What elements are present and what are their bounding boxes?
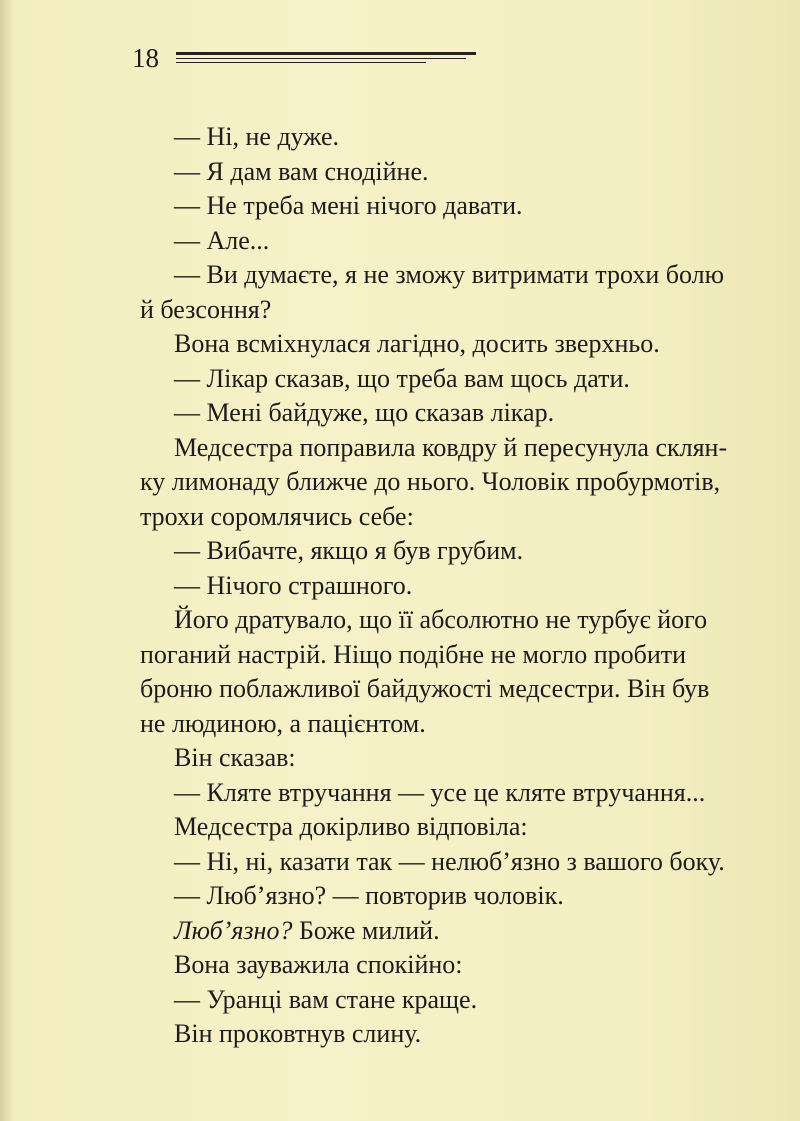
text-line: ку лимонаду ближче до нього. Чоловік пробурмотів,: [140, 467, 721, 496]
text-line: броню поблажливої байдужості медсестри. Він був: [140, 674, 710, 703]
text-line: — Нічого страшного.: [174, 570, 413, 600]
text-line: — Вибачте, якщо я був грубим.: [174, 536, 524, 565]
text-line-mixed: [140, 914, 780, 949]
text-line: поганий настрій. Ніщо подібне не могло пробити: [140, 639, 687, 669]
page-header: [132, 40, 492, 76]
text-line: — Уранці вам стане краще.: [174, 984, 478, 1014]
text-line: — Не треба мені нічого давати.: [174, 191, 523, 220]
text-line: й безсоння?: [140, 294, 272, 324]
italic-phrase: Люб’язно?: [174, 915, 293, 945]
text-fragment: Боже милий.: [292, 915, 440, 945]
header-rule: [176, 52, 476, 63]
text-line: — Але...: [174, 225, 270, 255]
text-line: Його дратувало, що її абсолютно не турбує його: [174, 605, 708, 634]
text-line: Медсестра докірливо відповіла:: [174, 812, 528, 841]
page-gutter-shadow: [0, 0, 14, 1121]
text-line: — Я дам вам снодійне.: [174, 156, 429, 186]
text-line: трохи соромлячись себе:: [140, 501, 414, 531]
text-line: Вона зауважила спокійно:: [174, 950, 463, 979]
text-line: — Ні, ні, казати так — нелюб’язно з вашого боку.: [174, 846, 725, 876]
text-line: — Лікар сказав, що треба вам щось дати.: [174, 363, 630, 393]
text-line: — Люб’язно? — повторив чоловік.: [174, 881, 564, 910]
text-line: — Ви думаєте, я не зможу витримати трохи болю: [174, 260, 725, 289]
text-line: Вона всміхнулася лагідно, досить зверхньо.: [174, 329, 660, 358]
body-text: [140, 120, 780, 1052]
text-line: не людиною, а пацієнтом.: [140, 708, 426, 738]
page-number: 18: [132, 43, 159, 73]
text-line: — Кляте втручання — усе це кляте втручання...: [174, 777, 706, 807]
text-line: — Ні, не дуже.: [174, 122, 340, 151]
text-line: — Мені байдуже, що сказав лікар.: [174, 398, 555, 427]
text-line: Медсестра поправила ковдру й пересунула склян-: [174, 432, 728, 462]
text-line: Він сказав:: [174, 743, 296, 772]
text-line: Він проковтнув слину.: [174, 1019, 422, 1048]
